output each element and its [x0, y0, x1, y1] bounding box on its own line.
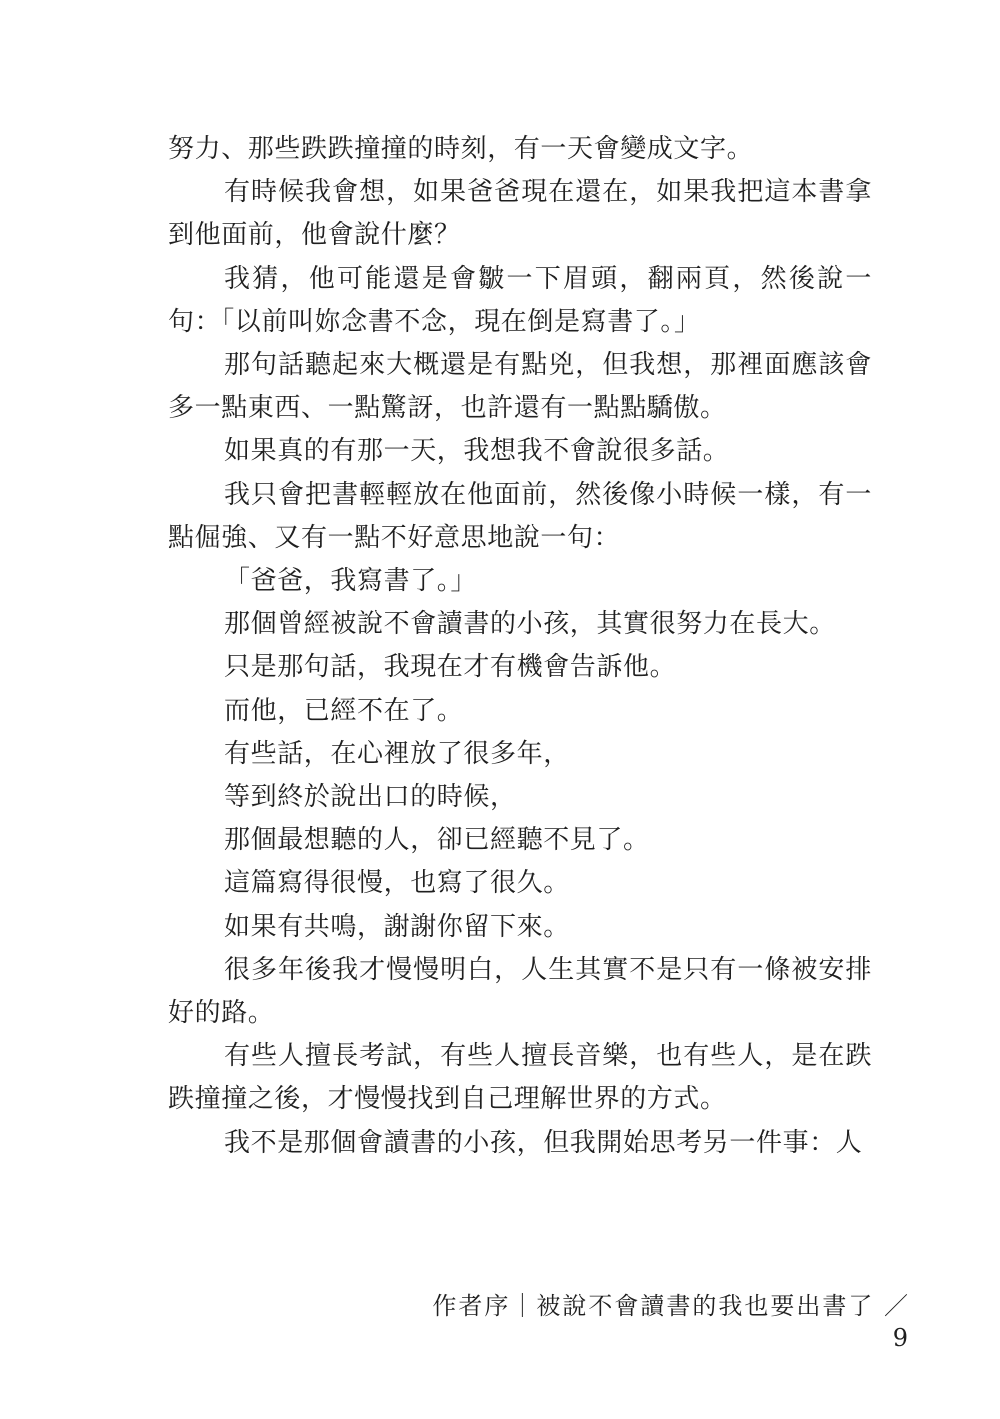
paragraph: 我不是那個會讀書的小孩，但我開始思考另一件事：人 — [224, 1127, 863, 1158]
paragraph: 這篇寫得很慢，也寫了很久。 — [224, 868, 570, 899]
paragraph: 如果有共鳴，謝謝你留下來。 — [224, 911, 570, 942]
paragraph: 很多年後我才慢慢明白，人生其實不是只有一條被安排好的路。 — [168, 954, 872, 1029]
paragraph: 我只會把書輕輕放在他面前，然後像小時候一樣，有一點倔強、又有一點不好意思地說一句： — [168, 479, 872, 553]
paragraph: 那個曾經被說不會讀書的小孩，其實很努力在長大。 — [224, 609, 836, 640]
page-footer-running-head: 作者序｜被說不會讀書的我也要出書了 ／ 9 — [432, 1292, 910, 1352]
paragraph: 「爸爸，我寫書了。」 — [224, 566, 478, 597]
paragraph: 等到終於說出口的時候， — [224, 782, 517, 813]
paragraph: 而他，已經不在了。 — [224, 695, 464, 726]
paragraph: 我猜，他可能還是會皺一下眉頭，翻兩頁，然後說一句：「以前叫妳念書不念，現在倒是寫書了。」 — [168, 263, 872, 337]
paragraph: 有些人擅長考試，有些人擅長音樂，也有些人，是在跌跌撞撞之後，才慢慢找到自己理解世界的方式。 — [168, 1041, 872, 1115]
body-text — [168, 128, 872, 1165]
paragraph: 努力、那些跌跌撞撞的時刻，有一天會變成文字。 — [168, 134, 754, 164]
paragraph: 有時候我會想，如果爸爸現在還在，如果我把這本書拿到他面前，他會說什麼？ — [168, 177, 872, 251]
paragraph: 只是那句話，我現在才有機會告訴他。 — [224, 652, 677, 683]
paragraph: 那個最想聽的人，卻已經聽不見了。 — [224, 825, 650, 856]
paragraph: 有些話，在心裡放了很多年， — [224, 738, 570, 769]
paragraph: 那句話聽起來大概還是有點兇，但我想，那裡面應該會多一點東西、一點驚訝，也許還有一點點驕傲。 — [168, 350, 872, 424]
paragraph: 如果真的有那一天，我想我不會說很多話。 — [224, 436, 730, 467]
